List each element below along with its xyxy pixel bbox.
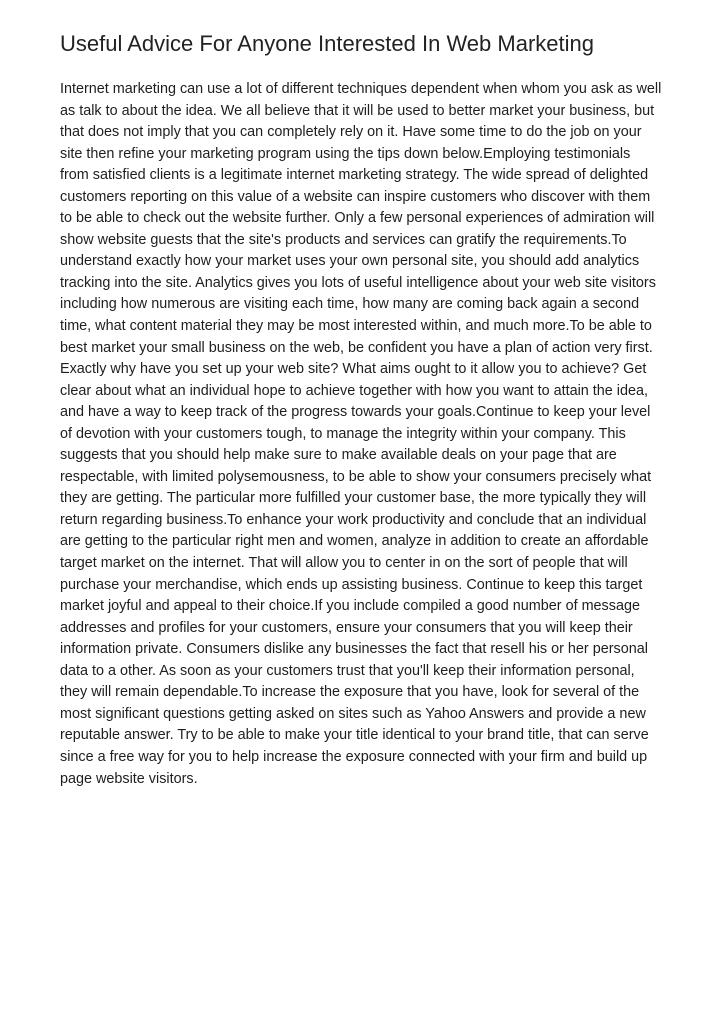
document-page [60, 29, 662, 790]
document-title: Useful Advice For Anyone Interested In Web Marketing [60, 31, 594, 56]
document-body-text: Internet marketing can use a lot of different techniques dependent when whom you ask as well as talk to about the idea. We all believe that it will be used to better market your business, but that does not imply that you can completely rely on it. Have some time to do the job on your site then refine your marketing program using the tips down below.Employing testimonials from satisfied clients is a legitimate internet marketing strategy. The wide spread of delighted customers reporting on this value of a website can inspire customers who discover with them to be able to check out the website further. Only a few personal experiences of admiration will show website guests that the site's products and services can gratify the requirements.To understand exactly how your market uses your own personal site, you should add analytics tracking into the site. Analytics gives you lots of useful intelligence about your web site visitors including how numerous are visiting each time, how many are coming back again a second time, what content material they may be most interested within, and much more.To be able to best market your small business on the web, be confident you have a plan of action very first. Exactly why have you set up your web site? What aims ought to it allow you to achieve? Get clear about what an individual hope to achieve together with how you want to attain the idea, and have a way to keep track of the progress towards your goals.Continue to keep your level of devotion with your customers tough, to manage the integrity within your company. This suggests that you should help make sure to make available deals on your page that are respectable, with limited polysemousness, to be able to show your consumers precisely what they are getting. The particular more fulfilled your customer base, the more typically they will return regarding business.To enhance your work productivity and conclude that an individual are getting to the particular right men and women, analyze in addition to create an affordable target market on the internet. That will allow you to center in on the sort of people that will purchase your merchandise, which ends up assisting business. Continue to keep this target market joyful and appeal to their choice.If you include compiled a good number of message addresses and profiles for your customers, ensure your consumers that you will keep their information private. Consumers dislike any businesses the fact that resell his or her personal data to a other. As soon as your customers trust that you'll keep their information personal, they will remain dependable.To increase the exposure that you have, look for several of the most significant questions getting asked on sites such as Yahoo Answers and provide a new reputable answer. Try to be able to make your title identical to your brand title, that can serve since a free way for you to help increase the exposure connected with your firm and build up page website visitors. [60, 81, 662, 787]
